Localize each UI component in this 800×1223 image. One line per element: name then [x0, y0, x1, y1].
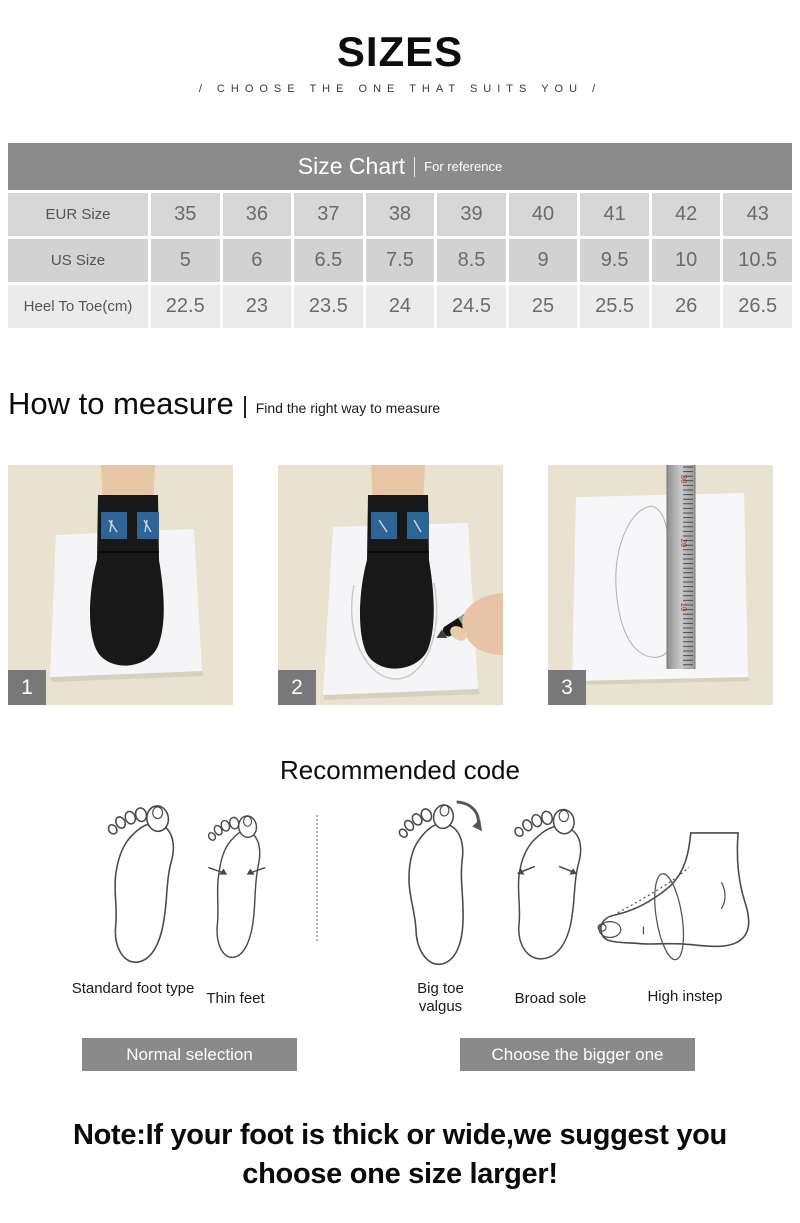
header-divider — [414, 157, 415, 177]
size-cell: 6.5 — [294, 239, 363, 282]
group-divider — [316, 815, 318, 941]
size-cell: 42 — [652, 193, 721, 236]
size-cell: 40 — [509, 193, 578, 236]
size-chart-table — [8, 143, 792, 328]
measure-step-photo-2 — [278, 465, 503, 705]
ruler-mark-10: 10 — [679, 602, 688, 612]
size-cell: 9 — [509, 239, 578, 282]
page-subtitle: / CHOOSE THE ONE THAT SUITS YOU / — [198, 83, 602, 95]
size-cell: 37 — [294, 193, 363, 236]
size-cell: 22.5 — [151, 285, 220, 328]
label-standard-foot: Standard foot type — [71, 980, 195, 997]
choose-bigger-banner: Choose the bigger one — [460, 1038, 695, 1071]
trace-foot-illustration — [278, 465, 503, 705]
label-thin-feet: Thin feet — [206, 990, 265, 1007]
size-cell: 39 — [437, 193, 506, 236]
broad-sole-diagram — [505, 805, 589, 967]
how-to-measure-title: How to measure — [8, 386, 234, 421]
label-high-instep: High instep — [647, 988, 723, 1005]
row-label: US Size — [8, 239, 148, 282]
size-cell: 41 — [580, 193, 649, 236]
size-cell: 9.5 — [580, 239, 649, 282]
how-to-measure-heading — [8, 386, 440, 422]
size-cell: 24.5 — [437, 285, 506, 328]
how-to-measure-subtitle: Find the right way to measure — [255, 400, 441, 416]
size-cell: 25.5 — [580, 285, 649, 328]
normal-selection-banner: Normal selection — [82, 1038, 297, 1071]
foot-on-paper-illustration — [8, 465, 233, 705]
recommended-code-title: Recommended code — [280, 755, 520, 785]
size-cell: 38 — [366, 193, 435, 236]
size-chart-reference-label: For reference — [424, 159, 503, 174]
size-cell: 26 — [652, 285, 721, 328]
size-chart-header — [8, 143, 792, 190]
step-badge: 2 — [278, 670, 316, 705]
high-instep-diagram — [592, 828, 760, 966]
label-big-toe-valgus: Big toe valgus — [417, 980, 464, 1015]
thin-feet-diagram — [196, 808, 276, 968]
size-cell: 26.5 — [723, 285, 792, 328]
page-title: SIZES — [336, 28, 464, 75]
size-cell: 23 — [223, 285, 292, 328]
row-label: EUR Size — [8, 193, 148, 236]
measure-steps-row — [8, 465, 773, 705]
size-chart-title: Size Chart — [297, 153, 406, 179]
big-toe-valgus-diagram — [396, 798, 488, 970]
row-label: Heel To Toe(cm) — [8, 285, 148, 328]
size-cell: 35 — [151, 193, 220, 236]
size-cell: 36 — [223, 193, 292, 236]
ruler-mark-20: 20 — [679, 538, 688, 548]
size-cell: 8.5 — [437, 239, 506, 282]
size-cell: 5 — [151, 239, 220, 282]
size-chart-body — [8, 193, 792, 328]
measure-step-photo-3 — [548, 465, 773, 705]
heading-divider — [244, 396, 246, 418]
size-cell: 7.5 — [366, 239, 435, 282]
size-cell: 10 — [652, 239, 721, 282]
size-cell: 43 — [723, 193, 792, 236]
size-cell: 24 — [366, 285, 435, 328]
step-badge: 1 — [8, 670, 46, 705]
size-cell: 6 — [223, 239, 292, 282]
size-cell: 10.5 — [723, 239, 792, 282]
size-cell: 23.5 — [294, 285, 363, 328]
size-cell: 25 — [509, 285, 578, 328]
size-note: Note:If your foot is thick or wide,we suggest you choose one size larger! — [73, 1119, 727, 1191]
ruler-mark-30: 30 — [679, 474, 688, 484]
label-broad-sole: Broad sole — [514, 990, 587, 1007]
ruler-measure-illustration — [548, 465, 773, 705]
measure-step-photo-1 — [8, 465, 233, 705]
standard-foot-diagram — [98, 803, 186, 969]
step-badge: 3 — [548, 670, 586, 705]
